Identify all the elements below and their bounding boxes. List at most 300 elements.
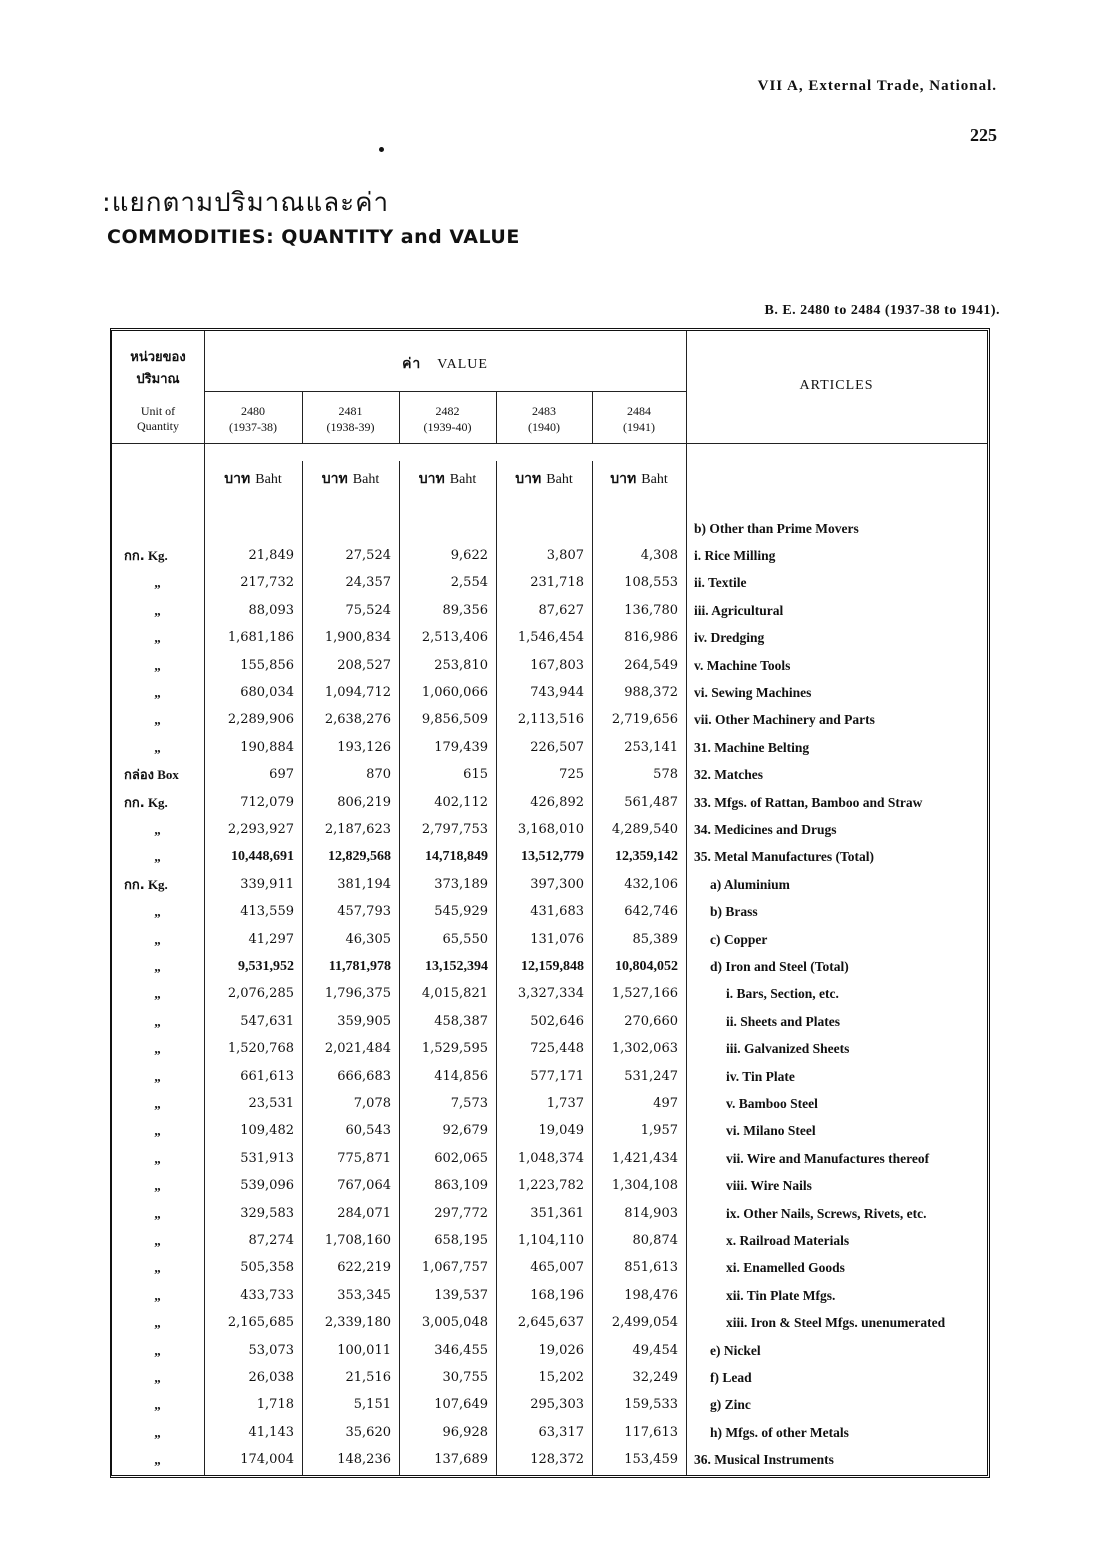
value-cell: 9,531,952 bbox=[238, 959, 294, 974]
unit-ditto: „ bbox=[154, 822, 162, 837]
unit-ditto: „ bbox=[154, 1370, 162, 1385]
value-cell: 2,076,285 bbox=[227, 986, 294, 1002]
value-cell: 3,168,010 bbox=[517, 822, 584, 837]
value-cell: 697 bbox=[269, 767, 294, 783]
value-cell: 743,944 bbox=[530, 685, 584, 700]
value-cell: 1,067,757 bbox=[421, 1260, 488, 1276]
article-cell: g) Zinc bbox=[710, 1397, 751, 1413]
table-row bbox=[112, 1286, 987, 1313]
year-ad: (1939-40) bbox=[423, 420, 472, 434]
unit-cell bbox=[112, 683, 204, 703]
table-row bbox=[112, 1231, 987, 1258]
page-number: 225 bbox=[970, 125, 997, 145]
value-cell: 2,719,656 bbox=[611, 712, 678, 728]
currency-thai: บาท bbox=[321, 471, 348, 487]
unit-cell bbox=[112, 820, 204, 840]
unit-cell bbox=[112, 1039, 204, 1059]
table-row bbox=[112, 957, 987, 984]
value-cell: 602,065 bbox=[434, 1150, 488, 1166]
value-cell: 107,649 bbox=[434, 1397, 488, 1413]
value-cell: 1,957 bbox=[640, 1123, 678, 1139]
value-cell: 253,810 bbox=[434, 657, 488, 673]
year-header bbox=[302, 403, 399, 435]
value-cell: 14,718,849 bbox=[425, 849, 488, 865]
article-cell: iii. Agricultural bbox=[694, 602, 784, 618]
unit-ditto: „ bbox=[154, 1068, 162, 1084]
value-cell: 87,627 bbox=[538, 602, 584, 618]
article-cell: c) Copper bbox=[710, 931, 768, 947]
year-be: 2484 bbox=[627, 404, 651, 418]
value-cell: 2,797,753 bbox=[421, 822, 488, 837]
value-cell: 458,387 bbox=[434, 1013, 488, 1029]
currency-en: Baht bbox=[641, 472, 668, 487]
unit-cell bbox=[112, 1121, 204, 1141]
page-title-thai: :แยกตามปริมาณและค่า bbox=[102, 188, 390, 218]
value-cell: 680,034 bbox=[240, 685, 294, 700]
unit-cell bbox=[112, 1395, 204, 1415]
unit-cell bbox=[112, 738, 204, 758]
value-cell: 198,476 bbox=[624, 1287, 678, 1303]
value-cell: 100,011 bbox=[337, 1342, 391, 1358]
unit-cell bbox=[112, 710, 204, 730]
value-cell: 153,459 bbox=[624, 1452, 678, 1468]
article-cell: v. Bamboo Steel bbox=[726, 1096, 818, 1111]
unit-cell bbox=[112, 1204, 204, 1224]
unit-ditto: „ bbox=[154, 630, 162, 646]
table-row bbox=[112, 1012, 987, 1039]
table-row bbox=[112, 1450, 987, 1477]
value-cell: 502,646 bbox=[530, 1013, 584, 1029]
unit-ditto: „ bbox=[154, 712, 162, 728]
article-cell: viii. Wire Nails bbox=[726, 1178, 812, 1194]
unit-thai: กก. bbox=[124, 795, 145, 811]
unit-cell bbox=[112, 1012, 204, 1032]
value-cell: 1,708,160 bbox=[324, 1233, 391, 1248]
unit-ditto: „ bbox=[154, 1452, 162, 1468]
table-row bbox=[112, 546, 987, 573]
table-row bbox=[112, 1395, 987, 1422]
value-cell: 426,892 bbox=[530, 794, 584, 810]
value-cell: 117,613 bbox=[624, 1424, 678, 1440]
unit-ditto: „ bbox=[154, 1260, 162, 1276]
unit-ditto: „ bbox=[154, 1287, 162, 1303]
table-row bbox=[112, 1313, 987, 1340]
year-be: 2483 bbox=[532, 404, 556, 418]
unit-thai: กก. bbox=[124, 549, 145, 564]
value-cell: 12,829,568 bbox=[328, 849, 391, 865]
unit-ditto: „ bbox=[154, 1013, 162, 1029]
article-cell: ii. Sheets and Plates bbox=[726, 1013, 841, 1029]
year-be: 2482 bbox=[435, 404, 460, 418]
period-label: B. E. 2480 to 2484 (1937-38 to 1941). bbox=[764, 303, 1000, 318]
value-cell: 578 bbox=[653, 767, 678, 783]
value-cell: 4,015,821 bbox=[421, 986, 488, 1002]
article-cell: xii. Tin Plate Mfgs. bbox=[726, 1287, 836, 1303]
unit-ditto: „ bbox=[154, 849, 162, 865]
value-cell: 988,372 bbox=[624, 685, 678, 700]
currency-thai: บาท bbox=[610, 471, 637, 487]
table-row bbox=[112, 1067, 987, 1094]
unit-cell bbox=[112, 984, 204, 1004]
unit-ditto: „ bbox=[154, 739, 162, 755]
value-cell: 96,928 bbox=[442, 1424, 488, 1440]
article-cell: 32. Matches bbox=[694, 767, 763, 783]
year-ad: (1941) bbox=[623, 420, 655, 434]
value-cell: 2,339,180 bbox=[324, 1315, 391, 1331]
value-cell: 108,553 bbox=[624, 575, 678, 591]
unit-en: Kg. bbox=[147, 794, 168, 810]
article-cell: a) Aluminium bbox=[710, 876, 790, 892]
value-cell: 767,064 bbox=[337, 1178, 391, 1194]
value-cell: 3,005,048 bbox=[421, 1315, 488, 1331]
stray-dot bbox=[379, 147, 384, 152]
article-cell: v. Machine Tools bbox=[694, 657, 791, 673]
article-cell: 34. Medicines and Drugs bbox=[694, 822, 837, 837]
commodities-table bbox=[110, 328, 990, 1478]
value-cell: 80,874 bbox=[632, 1233, 678, 1248]
unit-ditto: „ bbox=[154, 1315, 162, 1331]
table-row bbox=[112, 656, 987, 683]
table-row bbox=[112, 1039, 987, 1066]
article-cell: b) Brass bbox=[710, 904, 758, 920]
value-cell: 725,448 bbox=[530, 1041, 584, 1057]
table-row bbox=[112, 601, 987, 628]
value-cell: 2,165,685 bbox=[227, 1315, 294, 1331]
value-cell: 131,076 bbox=[530, 931, 584, 947]
value-cell: 661,613 bbox=[240, 1068, 294, 1084]
value-cell: 577,171 bbox=[530, 1068, 584, 1084]
value-cell: 21,516 bbox=[345, 1370, 391, 1385]
value-cell: 7,078 bbox=[353, 1096, 391, 1111]
value-cell: 397,300 bbox=[530, 876, 584, 892]
unit-ditto: „ bbox=[154, 1150, 162, 1166]
value-cell: 60,543 bbox=[345, 1123, 391, 1139]
unit-header: Unit of Quantity bbox=[137, 404, 179, 433]
value-cell: 402,112 bbox=[434, 794, 488, 810]
value-cell: 109,482 bbox=[240, 1123, 294, 1139]
currency-en: Baht bbox=[449, 472, 477, 487]
unit-cell bbox=[112, 1176, 204, 1196]
value-cell: 190,884 bbox=[240, 739, 294, 755]
value-cell: 87,274 bbox=[248, 1233, 294, 1248]
unit-ditto: „ bbox=[154, 1424, 162, 1440]
unit-cell bbox=[112, 930, 204, 950]
value-cell: 1,094,712 bbox=[324, 685, 391, 700]
value-cell: 539,096 bbox=[240, 1178, 294, 1194]
value-cell: 816,986 bbox=[624, 630, 678, 646]
unit-cell bbox=[112, 546, 204, 567]
value-cell: 2,293,927 bbox=[227, 822, 294, 837]
value-cell: 2,289,906 bbox=[227, 712, 294, 728]
value-cell: 622,219 bbox=[337, 1260, 391, 1276]
value-cell: 88,093 bbox=[248, 602, 294, 618]
unit-ditto: „ bbox=[154, 575, 162, 591]
value-cell: 85,389 bbox=[632, 931, 678, 947]
value-cell: 23,531 bbox=[248, 1096, 294, 1111]
year-be: 2481 bbox=[338, 404, 363, 418]
table-row bbox=[112, 847, 987, 874]
currency-en: Baht bbox=[255, 472, 282, 487]
article-cell: ii. Textile bbox=[694, 575, 747, 591]
article-cell: f) Lead bbox=[710, 1370, 752, 1385]
unit-ditto: „ bbox=[154, 1123, 162, 1139]
value-cell: 814,903 bbox=[624, 1205, 678, 1221]
unit-cell bbox=[112, 1313, 204, 1333]
table-row bbox=[112, 683, 987, 710]
table-row bbox=[112, 1176, 987, 1203]
value-cell: 531,247 bbox=[624, 1068, 678, 1084]
value-cell: 253,141 bbox=[624, 739, 678, 755]
table-row bbox=[112, 738, 987, 765]
value-cell: 3,807 bbox=[546, 548, 584, 563]
value-cell: 19,049 bbox=[538, 1123, 584, 1139]
year-header bbox=[399, 403, 496, 435]
value-cell: 1,527,166 bbox=[611, 986, 678, 1002]
unit-cell bbox=[112, 765, 204, 786]
value-cell: 658,195 bbox=[434, 1233, 488, 1248]
value-cell: 21,849 bbox=[248, 548, 294, 563]
table-row bbox=[112, 875, 987, 902]
value-cell: 13,152,394 bbox=[425, 959, 488, 974]
table-row bbox=[112, 1368, 987, 1395]
value-cell: 32,249 bbox=[632, 1370, 678, 1385]
table-row bbox=[112, 902, 987, 929]
value-cell: 53,073 bbox=[248, 1342, 294, 1358]
currency-thai: บาท bbox=[224, 471, 251, 487]
value-cell: 806,219 bbox=[337, 794, 391, 810]
article-cell: xiii. Iron & Steel Mfgs. unenumerated bbox=[726, 1315, 946, 1331]
unit-cell bbox=[112, 1067, 204, 1087]
unit-ditto: „ bbox=[154, 1178, 162, 1194]
value-cell: 284,071 bbox=[337, 1205, 391, 1221]
value-cell: 2,513,406 bbox=[421, 630, 488, 646]
value-cell: 615 bbox=[463, 767, 488, 783]
value-cell: 531,913 bbox=[240, 1150, 294, 1166]
table-row bbox=[112, 1149, 987, 1176]
value-cell: 1,223,782 bbox=[517, 1178, 584, 1194]
value-cell: 226,507 bbox=[530, 739, 584, 755]
value-cell: 49,454 bbox=[632, 1342, 678, 1358]
value-cell: 414,856 bbox=[434, 1068, 488, 1084]
value-cell: 353,345 bbox=[337, 1287, 391, 1303]
value-cell: 413,559 bbox=[240, 904, 294, 920]
value-cell: 35,620 bbox=[345, 1424, 391, 1440]
value-cell: 159,533 bbox=[624, 1397, 678, 1413]
value-cell: 775,871 bbox=[337, 1150, 391, 1166]
table-row bbox=[112, 1121, 987, 1148]
unit-ditto: „ bbox=[154, 1041, 162, 1057]
article-cell: d) Iron and Steel (Total) bbox=[710, 959, 849, 974]
unit-ditto: „ bbox=[154, 602, 162, 618]
value-cell: 2,638,276 bbox=[324, 712, 391, 728]
header-rule bbox=[112, 443, 987, 444]
running-head: VII A, External Trade, National. bbox=[757, 78, 997, 94]
value-cell: 10,804,052 bbox=[615, 959, 678, 974]
value-cell: 1,796,375 bbox=[324, 986, 391, 1002]
value-cell: 148,236 bbox=[337, 1452, 391, 1468]
value-cell: 24,357 bbox=[345, 575, 391, 591]
year-ad: (1940) bbox=[528, 420, 560, 434]
article-cell: xi. Enamelled Goods bbox=[726, 1260, 845, 1276]
unit-cell bbox=[112, 573, 204, 593]
table-row bbox=[112, 628, 987, 655]
unit-ditto: „ bbox=[154, 1205, 162, 1221]
year-header bbox=[496, 403, 592, 435]
unit-cell bbox=[112, 1094, 204, 1114]
value-cell: 851,613 bbox=[624, 1260, 678, 1276]
unit-thai: กล่อง bbox=[124, 768, 154, 784]
year-ad: (1937-38) bbox=[229, 420, 277, 434]
value-cell: 1,421,434 bbox=[611, 1150, 678, 1166]
value-cell: 264,549 bbox=[624, 657, 678, 673]
unit-ditto: „ bbox=[154, 904, 162, 920]
currency-thai: บาท bbox=[515, 471, 542, 487]
unit-cell bbox=[112, 902, 204, 922]
unit-ditto: „ bbox=[154, 959, 162, 974]
article-cell: i. Rice Milling bbox=[694, 548, 776, 563]
unit-ditto: „ bbox=[154, 657, 162, 673]
article-cell: 36. Musical Instruments bbox=[694, 1452, 834, 1468]
value-cell: 2,645,637 bbox=[517, 1315, 584, 1331]
value-cell: 547,631 bbox=[240, 1013, 294, 1029]
value-cell: 9,622 bbox=[450, 548, 488, 563]
unit-ditto: „ bbox=[154, 1342, 162, 1358]
value-cell: 139,537 bbox=[434, 1287, 488, 1303]
value-cell: 15,202 bbox=[538, 1370, 584, 1385]
currency-label bbox=[399, 468, 496, 490]
value-cell: 1,529,595 bbox=[421, 1041, 488, 1057]
unit-cell bbox=[112, 1231, 204, 1251]
header-rule bbox=[204, 391, 686, 392]
value-cell: 155,856 bbox=[240, 657, 294, 673]
value-cell: 346,455 bbox=[434, 1342, 488, 1358]
value-cell: 193,126 bbox=[337, 739, 391, 755]
value-cell: 725 bbox=[559, 767, 584, 783]
table-row bbox=[112, 930, 987, 957]
unit-ditto: „ bbox=[154, 931, 162, 947]
article-cell: vii. Wire and Manufactures thereof bbox=[726, 1150, 930, 1166]
value-cell: 497 bbox=[653, 1096, 678, 1111]
value-cell: 137,689 bbox=[434, 1452, 488, 1468]
unit-cell bbox=[112, 847, 204, 867]
unit-cell bbox=[112, 1423, 204, 1443]
unit-ditto: „ bbox=[154, 685, 162, 700]
value-cell: 12,159,848 bbox=[521, 959, 584, 974]
value-cell: 26,038 bbox=[248, 1370, 294, 1385]
value-header: ค่า VALUE bbox=[402, 356, 488, 372]
table-row bbox=[112, 1341, 987, 1368]
unit-en: Box bbox=[157, 767, 179, 783]
value-cell: 9,856,509 bbox=[421, 712, 488, 728]
table-row bbox=[112, 820, 987, 847]
article-cell: i. Bars, Section, etc. bbox=[726, 986, 839, 1002]
value-cell: 11,781,978 bbox=[328, 959, 391, 974]
value-cell: 41,143 bbox=[248, 1424, 294, 1440]
value-cell: 359,905 bbox=[337, 1013, 391, 1029]
unit-cell bbox=[112, 1149, 204, 1169]
table-row bbox=[112, 984, 987, 1011]
value-cell: 329,583 bbox=[240, 1205, 294, 1221]
value-cell: 92,679 bbox=[442, 1123, 488, 1139]
article-cell: 33. Mfgs. of Rattan, Bamboo and Straw bbox=[694, 794, 923, 810]
value-cell: 179,439 bbox=[434, 739, 488, 755]
value-cell: 351,361 bbox=[530, 1205, 584, 1221]
value-cell: 1,104,110 bbox=[517, 1233, 584, 1248]
value-cell: 63,317 bbox=[538, 1424, 584, 1440]
value-cell: 4,308 bbox=[640, 548, 678, 563]
article-cell: iv. Tin Plate bbox=[726, 1068, 795, 1084]
value-cell: 3,327,334 bbox=[517, 986, 584, 1002]
value-cell: 27,524 bbox=[345, 548, 391, 563]
value-cell: 1,520,768 bbox=[227, 1041, 294, 1057]
value-cell: 373,189 bbox=[434, 876, 488, 892]
unit-cell bbox=[112, 957, 204, 977]
value-cell: 10,448,691 bbox=[231, 849, 294, 865]
unit-en: Kg. bbox=[147, 548, 168, 563]
article-cell: x. Railroad Materials bbox=[726, 1233, 850, 1248]
value-cell: 297,772 bbox=[434, 1205, 488, 1221]
value-cell: 2,113,516 bbox=[517, 712, 584, 728]
value-cell: 870 bbox=[366, 767, 391, 783]
value-cell: 1,060,066 bbox=[421, 685, 488, 700]
value-cell: 1,546,454 bbox=[517, 630, 584, 646]
article-cell: iv. Dredging bbox=[694, 630, 765, 646]
value-cell: 295,303 bbox=[530, 1397, 584, 1413]
unit-cell bbox=[112, 628, 204, 648]
value-cell: 217,732 bbox=[240, 575, 294, 591]
value-cell: 4,289,540 bbox=[611, 822, 678, 837]
unit-cell bbox=[112, 1450, 204, 1470]
value-cell: 128,372 bbox=[530, 1452, 584, 1468]
table-row bbox=[112, 710, 987, 737]
article-cell: 35. Metal Manufactures (Total) bbox=[694, 849, 874, 865]
value-cell: 1,900,834 bbox=[324, 630, 391, 646]
year-be: 2480 bbox=[241, 404, 265, 418]
value-cell: 46,305 bbox=[345, 931, 391, 947]
value-cell: 505,358 bbox=[240, 1260, 294, 1276]
value-cell: 863,109 bbox=[434, 1178, 488, 1194]
currency-en: Baht bbox=[546, 472, 573, 487]
value-cell: 174,004 bbox=[240, 1452, 294, 1468]
unit-cell bbox=[112, 601, 204, 621]
value-cell: 642,746 bbox=[624, 904, 678, 920]
value-cell: 457,793 bbox=[337, 904, 391, 920]
value-cell: 19,026 bbox=[538, 1342, 584, 1358]
value-cell: 65,550 bbox=[442, 931, 488, 947]
article-cell: h) Mfgs. of other Metals bbox=[710, 1424, 849, 1440]
value-cell: 168,196 bbox=[530, 1287, 584, 1303]
unit-ditto: „ bbox=[154, 1397, 162, 1413]
value-cell: 712,079 bbox=[240, 794, 294, 810]
value-cell: 1,302,063 bbox=[611, 1041, 678, 1057]
article-cell: e) Nickel bbox=[710, 1342, 761, 1358]
year-header bbox=[204, 403, 302, 435]
value-cell: 561,487 bbox=[624, 794, 678, 810]
currency-label bbox=[592, 468, 686, 490]
value-cell: 381,194 bbox=[337, 876, 391, 892]
value-cell: 1,681,186 bbox=[227, 630, 294, 646]
value-cell: 12,359,142 bbox=[615, 849, 678, 865]
value-cell: 1,737 bbox=[546, 1096, 584, 1111]
article-cell: vi. Milano Steel bbox=[726, 1123, 816, 1139]
table-row bbox=[112, 793, 987, 820]
unit-cell bbox=[112, 1341, 204, 1361]
table-row bbox=[112, 1204, 987, 1231]
value-cell: 545,929 bbox=[434, 904, 488, 920]
table-row bbox=[112, 1094, 987, 1121]
value-cell: 41,297 bbox=[248, 931, 294, 947]
value-cell: 666,683 bbox=[337, 1068, 391, 1084]
